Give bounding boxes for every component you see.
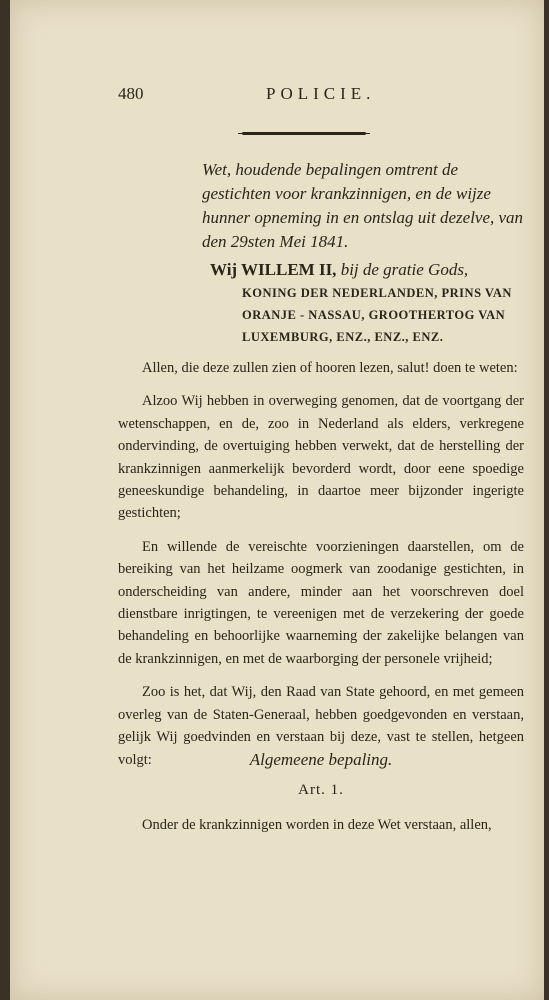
page-header [118,84,518,108]
section-title: Algemeene bepaling. [249,750,393,769]
running-head: POLICIE. [266,84,376,103]
book-page [10,0,544,1000]
ornamental-rule [242,132,366,135]
body-text [118,357,524,782]
decree-titles-line-1: KONING DER NEDERLANDEN, PRINS VAN [242,286,512,300]
decree-heading [210,258,526,348]
law-title: Wet, houdende bepalingen omtrent de gestichten voor krankzinnigen, en de wijze hunner opneming in en ontslag uit dezelve, van den 29sten Mei 1841. [202,160,524,251]
paragraph: Zoo is het, dat Wij, den Raad van State gehoord, en met gemeen overleg van de Staten-Generaal, hebben goedgevonden en verstaan, gelijk Wij goedvinden en verstaan bij deze, vast te stellen, hetgeen volgt: [118,684,524,768]
decree-titles-line-3: LUXEMBURG, ENZ., ENZ., ENZ. [242,330,444,344]
paragraph: Alzoo Wij hebben in overweging genomen, dat de voortgang der wetenschappen, en de, zoo in Nederland als elders, verkregene ondervinding, de overtuiging hebben verwekt, dat de herstelling der krankzinnigen aanmerkelijk bevorderd wordt, door eene spoedige geneeskundige behandeling, in daartoe meer bijzonder ingerigte gestichten; [118,393,524,522]
decree-grace: bij de gratie Gods, [340,260,469,279]
page-number: 480 [118,84,144,103]
decree-king-name: Wij WILLEM II, [210,260,337,279]
paragraph: Allen, die deze zullen zien of hooren lezen, salut! doen te weten: [142,360,518,376]
paragraph: En willende de vereischte voorzieningen daarstellen, om de bereiking van het heilzame oogmerk van zoodanige gestichten, in onderscheiding van andere, minder aan het voorschreven doel dienstbare inrigtingen, te vereenigen met de verzekering der goede behandeling en behoorlijke waarneming der zakelijke belangen van de krankzinnigen, en met de waarborging der personele vrijheid; [118,538,524,667]
decree-titles-line-2: ORANJE - NASSAU, GROOTHERTOG VAN [242,308,506,322]
article-text: Onder de krankzinnigen worden in deze Wet verstaan, allen, [142,817,492,833]
article-title: Art. 1. [298,782,344,798]
